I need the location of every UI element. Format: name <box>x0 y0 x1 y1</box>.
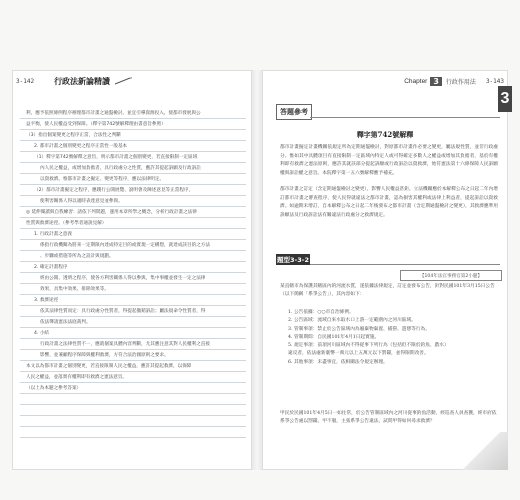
left-page-header <box>16 74 248 88</box>
question-closing: 甲民於民國101年4月5日一如往常，於公告管制區域內之河川從事釣魚活動，經巡查人員查獲，經市府依系爭公告處以罰鍰。甲不服，主張系爭公告違法，試問甲得如何尋求救濟？ <box>280 411 497 425</box>
question-item: 5. 規定事項：前項河川區域內不得從事下列行為（包括但不限於釣魚、戲水） <box>288 343 449 349</box>
page-curl <box>455 432 508 470</box>
notebook-line: 4. 小結 <box>34 331 50 336</box>
notebook-line: （1）釋字第742號解釋之意旨，明示都市計畫之個別變更，若直接限制一定區域 <box>34 155 198 160</box>
notebook-line: 依其法律性質而定：具行政處分性質者，得提起撤銷訴訟；屬法規命令性質者，得 <box>40 309 206 314</box>
question-item: 1. 公告依據：○○市自治條例。 <box>288 310 354 315</box>
notebook-line: 、步驟或措施等所為之設計與規劃。 <box>40 254 114 259</box>
chapter-title: 行政作用法 <box>445 78 476 86</box>
notebook-line: 3. 救濟途徑 <box>34 298 59 303</box>
question-intro: 某直轄市為保護其轄區內的河流水質，遂依據法律規定，訂定並發布公告，針對民國101年3月15日公告（以下簡稱「系爭公告」），其內容如下： <box>280 284 495 298</box>
chapter-number: 3 <box>430 77 442 86</box>
chapter-thumb-tab: 3 <box>498 86 512 112</box>
notebook-line: （2）都市計畫擬定之程序，應踐行公開展覽、說明會及陳述意見等正當程序， <box>34 188 194 193</box>
question-item: 6. 其他事項：未盡事宜，依相關法令規定辦理。 <box>288 359 388 365</box>
notebook-line: 2. 都市計畫之個別變更之程序正當性一般基本 <box>34 144 128 149</box>
notebook-line <box>20 427 246 438</box>
question-item: 4. 管制期間：自民國101年4月1日起實施。 <box>288 334 380 340</box>
notebook-line: 係指行政機關為將來一定期限內達成特定目的或實現一定構想，就達成該目的之方法 <box>40 243 210 248</box>
question-divider <box>310 264 500 265</box>
notebook-line: （3）指出個案變更之程序正當，合法性之判斷 <box>26 133 121 138</box>
notebook-line: ◎ 延伸閱讀與自我練習：請依下列問題，運用本章所學之概念，分析行政計畫之法律 <box>26 210 197 215</box>
notebook-line: 本文以為都市計畫之個別變更，若直接限制人民之權益，應許其提起救濟，以保障 <box>26 364 192 369</box>
right-page-header <box>266 74 504 88</box>
right-page-number: 3-143 <box>485 77 504 85</box>
notebook-line: 內人民之權益，或增加負擔者，具行政處分之性質，應許其提起訴願及行政訴訟 <box>40 166 201 171</box>
notebook-line: 利，應予依照條例程序辦理都市計畫之通盤檢討。並宜引導資源投入，使都市發展與公 <box>26 111 201 116</box>
question-type-label: 題型3-3-2 <box>277 256 309 264</box>
ruling-paragraph-2: 都市計畫之訂定（含定期通盤檢討之變更），影響人民權益甚鉅。立法機關應於本解釋公布之日起二年內增訂都市計畫之審查程序，使人民得就違法之都市計畫，認為損害其權利或法律上利益者，提起訴訟以資救濟。如逾期未增訂，自本解釋公布之日起二年後發布之都市計畫（含定期通盤檢討之變更），其救濟應準用訴願法及行政訴訟法有關違法行政處分之救濟規定。 <box>280 187 498 218</box>
notebook-line: 以資救濟。惟都市計畫之擬定、變更等程序，應以法律明定。 <box>40 177 165 182</box>
notebook-line <box>20 405 246 416</box>
ruling-paragraph-1: 都市計畫擬定計畫機關依規定所為定期通盤檢討，對原都市計畫作必要之變更，屬法規性質，並非行政處分。惟如其中具體項目有直接限制一定區域內特定人或可得確定多數人之權益或增加其負擔者，基於有權利即有救濟之憲法原則，應許其就該部分提起訴願或行政訴訟以資救濟，始符憲法第十六條保障人民訴願權與訴訟權之意旨。本院釋字第一五六號解釋應予補充。 <box>280 145 498 176</box>
left-page-number: 3-142 <box>16 77 35 85</box>
notebook-line: 性質與救濟途徑。（參考學者通說見解） <box>26 221 107 226</box>
notebook-lined-area <box>20 108 246 438</box>
notebook-line: 2. 確定計畫程序 <box>34 265 68 270</box>
question-item: 3. 管制事項：禁止於公告區域內為廢棄物棄置、捕撈、遊憩等行為。 <box>288 326 430 332</box>
notebook-line: 經由公開、透明之程序，使各方利害關係人得以參與，集中事權並發生一定之法律 <box>40 276 206 281</box>
notebook-line: 1. 行政計畫之意義 <box>34 232 73 237</box>
question-item: 違反者，依法處新臺幣一萬元以上五萬元以下罰鍰，並得限期改善。 <box>288 351 429 357</box>
book-gutter <box>252 70 262 470</box>
question-items-list <box>288 309 500 367</box>
notebook-line <box>20 416 246 427</box>
exam-source-tag: 【104年法官事務官第2小題】 <box>400 270 502 281</box>
notebook-line: 依法聲請憲法法庭裁判。 <box>40 320 91 325</box>
notebook-line: 行政計畫之法律性質不一，應就個案具體內容判斷，尤其應注意其對人民權利之直接 <box>40 342 210 347</box>
question-item: 2. 公告區域：流域自來水取水口上游一定範圍內之河川區域。 <box>288 318 416 324</box>
notebook-line: 益平衡，使人民權益受到保障。（釋字第742號解釋理由書意旨參照） <box>26 122 166 127</box>
book-title: 行政法新論精讀 <box>54 75 111 86</box>
notebook-line: （以上為本題之參考答案） <box>26 386 82 391</box>
notebook-line <box>20 394 246 405</box>
answer-divider <box>310 117 500 118</box>
chapter-label: Chapter <box>404 77 428 85</box>
notebook-line: 效果，具集中效果、排除效果等。 <box>40 287 109 292</box>
notebook-line: 使利害關係人得以適時表達意見並參與。 <box>40 199 123 204</box>
pen-icon <box>114 77 132 85</box>
notebook-line: 人民之權益，並落實有權利即有救濟之憲法意旨。 <box>26 375 128 380</box>
ruling-title: 釋字第742號解釋 <box>356 130 414 139</box>
notebook-line: 影響，並兼顧程序保障與權利救濟，方符合法治國原則之要求。 <box>40 353 169 358</box>
answer-reference-label: 答題參考 <box>276 104 312 120</box>
